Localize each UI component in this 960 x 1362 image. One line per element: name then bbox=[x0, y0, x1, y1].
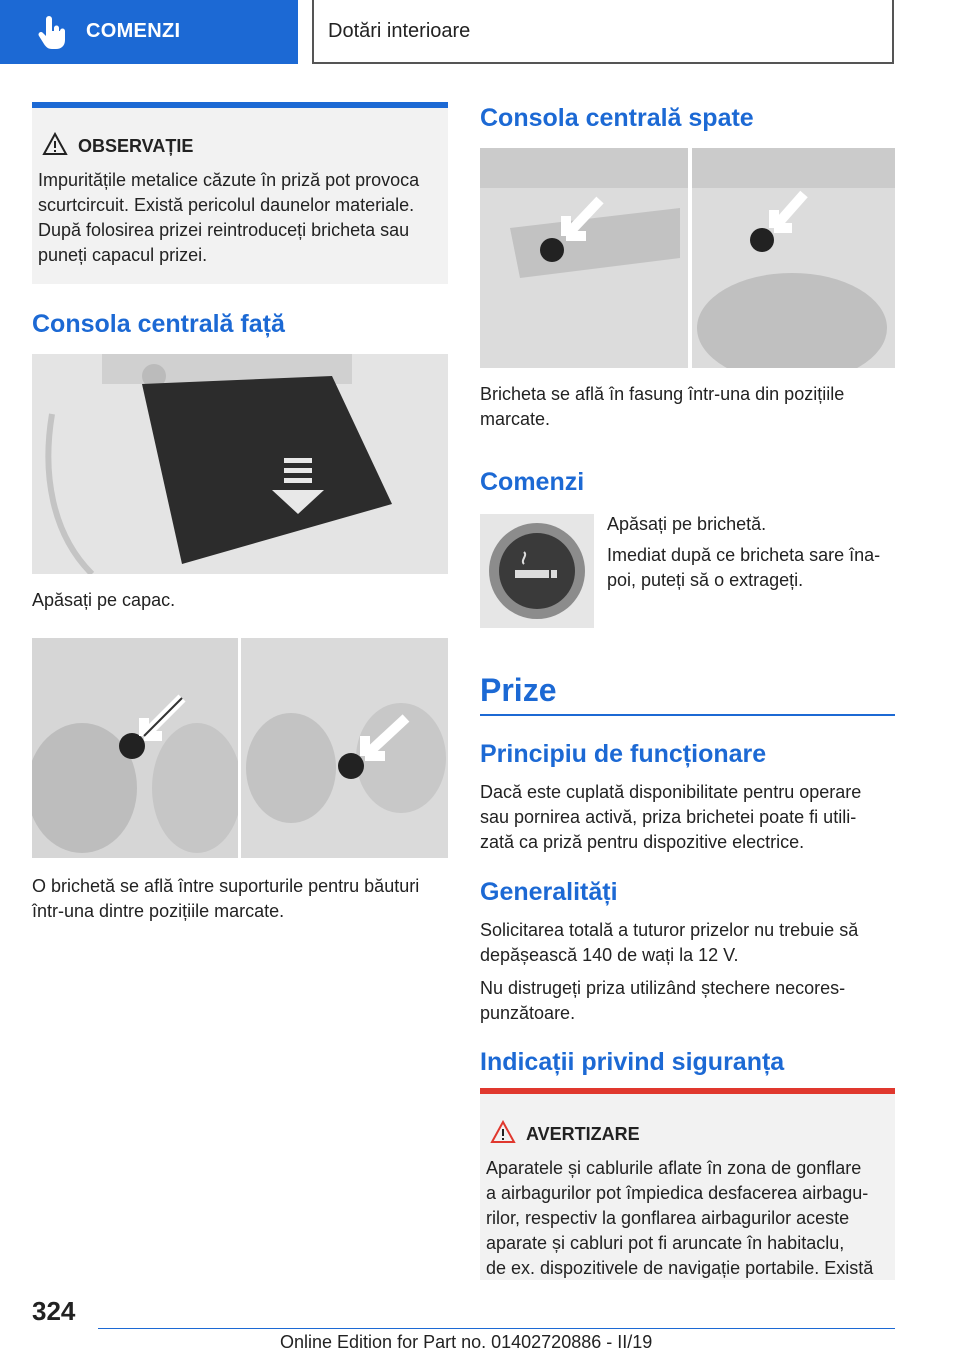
heading-front-console: Consola centrală față bbox=[32, 310, 285, 338]
caption-cupholder-line: O brichetă se află între suporturile pentru băuturi bbox=[32, 876, 420, 896]
notice-line: Impuritățile metalice căzute în priză pot provoca bbox=[38, 170, 420, 190]
general-line: depășească 140 de wați la 12 V. bbox=[480, 945, 739, 965]
front-console-photo bbox=[32, 354, 448, 574]
chapter-tab[interactable] bbox=[0, 0, 298, 64]
caption-front-console: Apăsați pe capac. bbox=[32, 590, 176, 610]
controls-line: Imediat după ce bricheta sare îna- bbox=[607, 545, 881, 565]
heading-prize: Prize bbox=[480, 672, 557, 708]
heading-rear-console: Consola centrală spate bbox=[480, 104, 754, 132]
hand-pointer-icon bbox=[38, 16, 68, 50]
cupholder-photo-left bbox=[32, 638, 238, 858]
warning-triangle-icon bbox=[42, 132, 68, 156]
notice-line: scurtcircuit. Există pericolul daunelor materiale. bbox=[38, 195, 415, 215]
warning-triangle-icon bbox=[490, 1120, 516, 1144]
rear-caption-line: Bricheta se află în fasung într-una din pozițiile bbox=[480, 384, 845, 404]
footer-rule bbox=[98, 1328, 895, 1329]
lighter-button-photo bbox=[480, 514, 594, 628]
warning-box bbox=[480, 1088, 895, 1280]
general-line: Solicitarea totală a tuturor prizelor nu trebuie să bbox=[480, 920, 859, 940]
caption-cupholder-line: într-una dintre pozițiile marcate. bbox=[32, 901, 285, 921]
heading-safety: Indicații privind siguranța bbox=[480, 1048, 785, 1076]
footer-edition: Online Edition for Part no. 01402720886 - II/19 bbox=[280, 1332, 653, 1352]
heading-general: Generalități bbox=[480, 878, 618, 906]
chapter-tab-label: COMENZI bbox=[86, 20, 181, 42]
page-number: 324 bbox=[32, 1296, 76, 1326]
notice-label: OBSERVAȚIE bbox=[78, 136, 194, 156]
notice-line: puneți capacul prizei. bbox=[38, 245, 208, 265]
controls-line: poi, puteți să o extrageți. bbox=[607, 570, 804, 590]
warning-line: rilor, respectiv la gonflarea airbagurilor aceste bbox=[486, 1208, 850, 1228]
section-header bbox=[312, 0, 894, 64]
heading-controls: Comenzi bbox=[480, 468, 585, 496]
rear-caption-line: marcate. bbox=[480, 409, 551, 429]
warning-line: Aparatele și cablurile aflate în zona de gonflare bbox=[486, 1158, 862, 1178]
warning-line: aparate și cabluri pot fi aruncate în habitaclu, bbox=[486, 1233, 845, 1253]
warning-label: AVERTIZARE bbox=[526, 1124, 640, 1144]
notice-box bbox=[32, 102, 448, 284]
heading-principle: Principiu de funcționare bbox=[480, 740, 767, 768]
principle-line: sau pornirea activă, priza brichetei poate fi utili- bbox=[480, 807, 857, 827]
warning-line: a airbagurilor pot împiedica desfacerea airbagu- bbox=[486, 1183, 869, 1203]
general-line: punzătoare. bbox=[480, 1003, 576, 1023]
principle-line: Dacă este cuplată disponibilitate pentru operare bbox=[480, 782, 862, 802]
warning-line: de ex. dispozitivele de navigație portabile. Există bbox=[486, 1258, 874, 1278]
notice-line: După folosirea prizei reintroduceți bricheta sau bbox=[38, 220, 410, 240]
cupholder-photo-right bbox=[241, 638, 448, 858]
rear-console-photo-left bbox=[480, 148, 688, 368]
section-title: Dotări interioare bbox=[328, 20, 471, 42]
controls-line: Apăsați pe brichetă. bbox=[607, 514, 767, 534]
general-line: Nu distrugeți priza utilizând ștechere necores- bbox=[480, 978, 846, 998]
heading-rule bbox=[480, 714, 895, 716]
principle-line: zată ca priză pentru dispozitive electrice. bbox=[480, 832, 805, 852]
rear-console-photo-right bbox=[692, 148, 895, 368]
